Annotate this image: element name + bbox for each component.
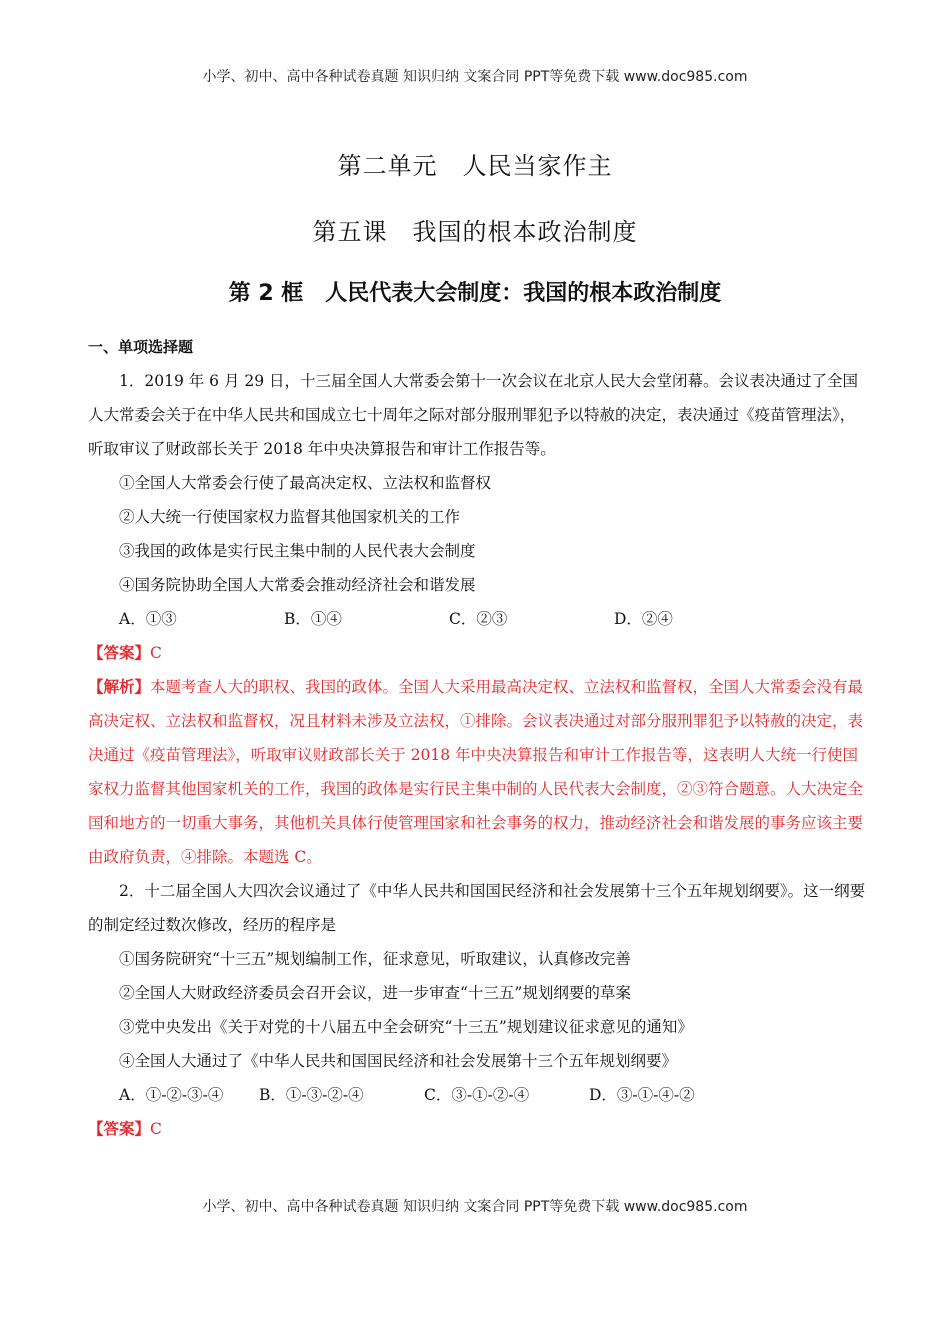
q2-answer-label: 【答案】: [88, 1119, 151, 1138]
q1-answer-label: 【答案】: [88, 643, 151, 662]
question-2-stem: 2．十二届全国人大四次会议通过了《中华人民共和国国民经济和社会发展第十三个五年规划纲要》。这一纲要的制定经过数次修改，经历的程序是: [88, 882, 866, 934]
q1-choice-d: D．②④: [614, 610, 673, 628]
header-banner: 小学、初中、高中各种试卷真题 知识归纳 文案合同 PPT等免费下载 www.doc985.com: [202, 69, 748, 85]
q1-item-3: ③我国的政体是实行民主集中制的人民代表大会制度: [119, 542, 476, 560]
q1-explanation-text: 本题考查人大的职权、我国的政体。全国人大采用最高决定权、立法权和监督权，全国人大常委会没有最高决定权、立法权和监督权，况且材料未涉及立法权，①排除。会议表决通过对部分服刑罪犯予以特赦的决定，表决通过《疫苗管理法》，听取审议财政部长关于 2018 年中央决算报告和审计工作报告等，这表明人大统一行使国家权力监督其他国家机关的工作，我国的政体是实行民主集中制的人民代表大会制度，②③符合题意。人大决定全国和地方的一切重大事务，其他机关具体行使管理国家和社会事务的权力，推动经济社会和谐发展的事务应该主要由政府负责，④排除。本题选 C。: [88, 678, 864, 866]
unit-title: 第二单元 人民当家作主: [337, 152, 613, 180]
q2-item-2: ②全国人大财政经济委员会召开会议，进一步审查“十三五”规划纲要的草案: [119, 984, 631, 1002]
q1-choices: [88, 602, 868, 636]
question-1-stem: 1．2019 年 6 月 29 日，十三届全国人大常委会第十一次会议在北京人民大会堂闭幕。会议表决通过了全国人大常委会关于在中华人民共和国成立七十周年之际对部分服刑罪犯予以特赦的决定，表决通过《疫苗管理法》，听取审议了财政部长关于 2018 年中央决算报告和审计工作报告等。: [88, 372, 859, 458]
q2-choices: [88, 1078, 868, 1112]
lesson-title: 第五课 我国的根本政治制度: [312, 218, 638, 246]
q1-answer: [88, 636, 868, 670]
q1-choice-c: C．②③: [449, 610, 508, 628]
q2-item-1: ①国务院研究“十三五”规划编制工作，征求意见，听取建议，认真修改完善: [119, 950, 631, 968]
q2-choice-a: A．①-②-③-④: [119, 1086, 224, 1104]
q1-explanation-label: 【解析】: [88, 677, 151, 696]
q1-choice-a: A．①③: [119, 610, 177, 628]
frame-title: 第 2 框 人民代表大会制度：我国的根本政治制度: [228, 281, 722, 306]
q2-item-4: ④全国人大通过了《中华人民共和国国民经济和社会发展第十三个五年规划纲要》: [119, 1052, 678, 1070]
section-heading: 一、单项选择题: [88, 338, 194, 356]
q1-choice-b: B．①④: [284, 610, 342, 628]
footer-banner: 小学、初中、高中各种试卷真题 知识归纳 文案合同 PPT等免费下载 www.doc985.com: [202, 1199, 748, 1215]
q2-item-3: ③党中央发出《关于对党的十八届五中全会研究“十三五”规划建议征求意见的通知》: [119, 1018, 693, 1036]
q2-choice-b: B．①-③-②-④: [259, 1086, 364, 1104]
q2-answer: [88, 1112, 868, 1146]
q2-choice-c: C．③-①-②-④: [424, 1086, 530, 1104]
q1-explanation: [88, 670, 868, 874]
q2-answer-value: C: [150, 1120, 162, 1138]
document-body: [88, 330, 868, 1146]
q2-choice-d: D．③-①-④-②: [589, 1086, 695, 1104]
q1-item-2: ②人大统一行使国家权力监督其他国家机关的工作: [119, 508, 461, 526]
q1-item-4: ④国务院协助全国人大常委会推动经济社会和谐发展: [119, 576, 476, 594]
q1-answer-value: C: [150, 644, 162, 662]
q1-item-1: ①全国人大常委会行使了最高决定权、立法权和监督权: [119, 474, 492, 492]
